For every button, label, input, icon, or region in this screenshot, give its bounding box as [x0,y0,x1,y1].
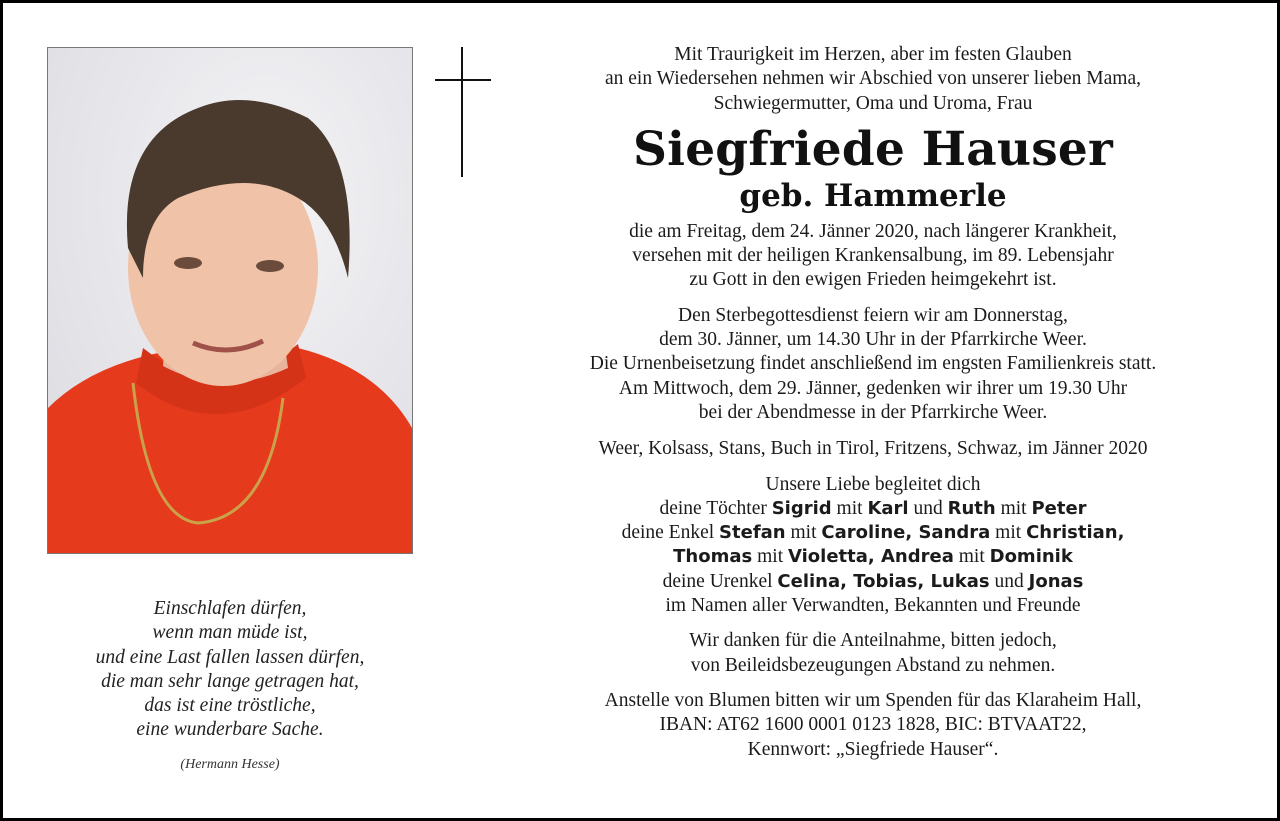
quote-line: Einschlafen dürfen, [153,598,307,619]
death-notice-line: zu Gott in den ewigen Frieden heimgekehrt ist. [689,269,1057,291]
maiden-name: geb. Hammerle [739,177,1007,214]
quote-author: (Hermann Hesse) [180,756,280,772]
quote-line: die man sehr lange getragen hat, [101,670,359,692]
intro-line: Schwiegermutter, Oma und Uroma, Frau [713,92,1033,114]
service-line: dem 30. Jänner, um 14.30 Uhr in der Pfarrkirche Weer. [659,329,1087,351]
deceased-name: Siegfriede Hauser [633,121,1113,177]
quote-line: das ist eine tröstliche, [144,695,316,717]
service-line: Die Urnenbeisetzung findet anschließend im engsten Familienkreis statt. [589,353,1157,375]
family-line-great-grandchildren: deine Urenkel Celina, Tobias, Lukas und Jonas [662,570,1084,592]
family-line-grandchildren: deine Enkel Stefan mit Caroline, Sandra mit Christian, [621,522,1125,544]
quote-line: und eine Last fallen lassen dürfen, [95,646,365,668]
death-notice-line: versehen mit der heiligen Krankensalbung, im 89. Lebensjahr [632,245,1114,267]
quote-line: eine wunderbare Sache. [136,719,324,741]
thanks-line: von Beileidsbezeugungen Abstand zu nehmen. [690,654,1056,676]
cross-icon [435,47,491,177]
portrait-photo [47,47,413,554]
service-line: Am Mittwoch, dem 29. Jänner, gedenken wir ihrer um 19.30 Uhr [618,377,1128,399]
donation-line: Kennwort: „Siegfriede Hauser“. [747,738,999,760]
thanks-line: Wir danken für die Anteilnahme, bitten jedoch, [689,630,1057,652]
quote-line: wenn man müde ist, [152,622,308,644]
hesse-quote [47,597,413,777]
service-line: bei der Abendmesse in der Pfarrkirche Weer. [698,401,1048,423]
donation-line: IBAN: AT62 1600 0001 0123 1828, BIC: BTVAAT22, [659,714,1087,736]
family-line-daughters: deine Töchter Sigrid mit Karl und Ruth mit Peter [659,497,1087,519]
service-line: Den Sterbegottesdienst feiern wir am Donnerstag, [678,304,1068,326]
donation-line: Anstelle von Blumen bitten wir um Spenden für das Klaraheim Hall, [604,689,1142,711]
place-date: Weer, Kolsass, Stans, Buch in Tirol, Fritzens, Schwaz, im Jänner 2020 [598,438,1148,460]
death-notice-line: die am Freitag, dem 24. Jänner 2020, nach längerer Krankheit, [629,220,1117,242]
family-line-relatives: im Namen aller Verwandten, Bekannten und Freunde [665,595,1081,617]
obituary-text [519,43,1227,762]
family-line-grandchildren-2: Thomas mit Violetta, Andrea mit Dominik [673,546,1073,568]
intro-line: an ein Wiedersehen nehmen wir Abschied von unserer lieben Mama, [604,68,1141,90]
family-intro: Unsere Liebe begleitet dich [765,473,981,495]
intro-line: Mit Traurigkeit im Herzen, aber im festen Glauben [674,44,1072,65]
